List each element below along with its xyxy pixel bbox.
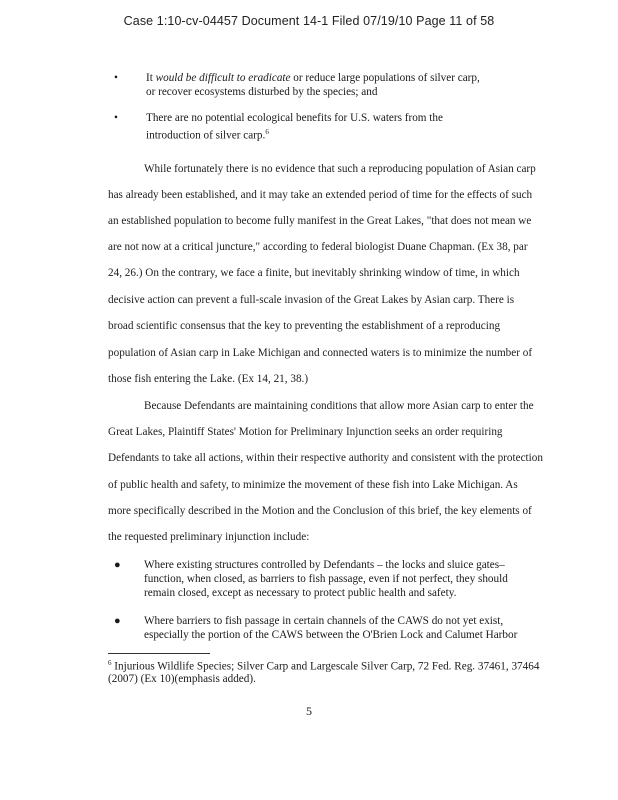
page-number: 5 xyxy=(306,704,312,718)
emphasis-text: would be difficult to eradicate xyxy=(155,72,291,84)
paragraph-line: more specifically described in the Motion and the Conclusion of this brief, the key elements of xyxy=(108,505,532,517)
bullet-mark: • xyxy=(114,72,118,84)
footnote-line: $^6$ Injurious Wildlife Species; Silver Carp and Largescale Silver Carp, 72 Fed. Reg. 37461, 37464 xyxy=(108,659,540,673)
bullet-item-4 xyxy=(114,614,518,644)
paragraph-line: an established population to become fully manifest in the Great Lakes, "that does not mean we xyxy=(108,215,532,227)
paragraph-line: those fish entering the Lake. (Ex 14, 21, 38.) xyxy=(108,373,309,385)
bullet-line: remain closed, except as necessary to protect public health and safety. xyxy=(144,587,457,599)
bullet-item-2 xyxy=(114,111,514,141)
paragraph-line: decisive action can prevent a full-scale invasion of the Great Lakes by Asian carp. There is xyxy=(108,294,515,306)
paragraph-line: are not now at a critical juncture," according to federal biologist Duane Chapman. (Ex 38, par xyxy=(108,241,528,253)
paragraph-line: Defendants to take all actions, within their respective authority and consistent with the protection xyxy=(108,452,543,464)
bullet-item-3 xyxy=(114,558,514,602)
bullet-mark: ● xyxy=(114,559,121,571)
bullet-line: especially the portion of the CAWS between the O'Brien Lock and Calumet Harbor xyxy=(144,629,518,641)
paragraph-line: Because Defendants are maintaining conditions that allow more Asian carp to enter the xyxy=(144,400,534,412)
paragraph-line: population of Asian carp in Lake Michigan and connected waters is to minimize the number of xyxy=(108,347,533,359)
case-header: Case 1:10-cv-04457 Document 14-1 Filed 07/19/10 Page 11 of 58 xyxy=(123,14,495,28)
paragraph-line: broad scientific consensus that the key to preventing the establishment of a reproducing xyxy=(108,320,501,332)
bullet-line: function, when closed, as barriers to fish passage, even if not perfect, they should xyxy=(144,573,508,585)
footnote-separator xyxy=(108,653,210,654)
footnote-ref: 6 xyxy=(265,128,269,136)
footnote-number: 6 xyxy=(108,659,112,667)
paragraph-line: Great Lakes, Plaintiff States' Motion for Preliminary Injunction seeks an order requiring xyxy=(108,426,503,438)
bullet-mark: • xyxy=(114,112,118,124)
paragraph-line: 24, 26.) On the contrary, we face a finite, but inevitably shrinking window of time, in which xyxy=(108,267,520,279)
paragraph-line: While fortunately there is no evidence that such a reproducing population of Asian carp xyxy=(144,163,536,175)
bullet-item-1 xyxy=(114,71,514,101)
bullet-line: or recover ecosystems disturbed by the species; and xyxy=(146,86,378,98)
bullet-mark: ● xyxy=(114,615,121,627)
paragraph-line: the requested preliminary injunction include: xyxy=(108,531,310,543)
footnote-line: (2007) (Ex 10)(emphasis added). xyxy=(108,673,256,685)
paragraph-line: of public health and safety, to minimize the movement of these fish into Lake Michigan. As xyxy=(108,479,518,491)
bullet-line: Where barriers to fish passage in certain channels of the CAWS do not yet exist, xyxy=(144,615,504,627)
paragraph-line: has already been established, and it may take an extended period of time for the effects of such xyxy=(108,189,533,201)
bullet-line: Where existing structures controlled by Defendants – the locks and sluice gates– xyxy=(144,559,505,571)
bullet-line: It would be difficult to eradicate or reduce large populations of silver carp, xyxy=(146,72,480,84)
bullet-line: introduction of silver carp.$^6$ xyxy=(146,128,269,142)
bullet-line: There are no potential ecological benefits for U.S. waters from the xyxy=(146,112,443,124)
